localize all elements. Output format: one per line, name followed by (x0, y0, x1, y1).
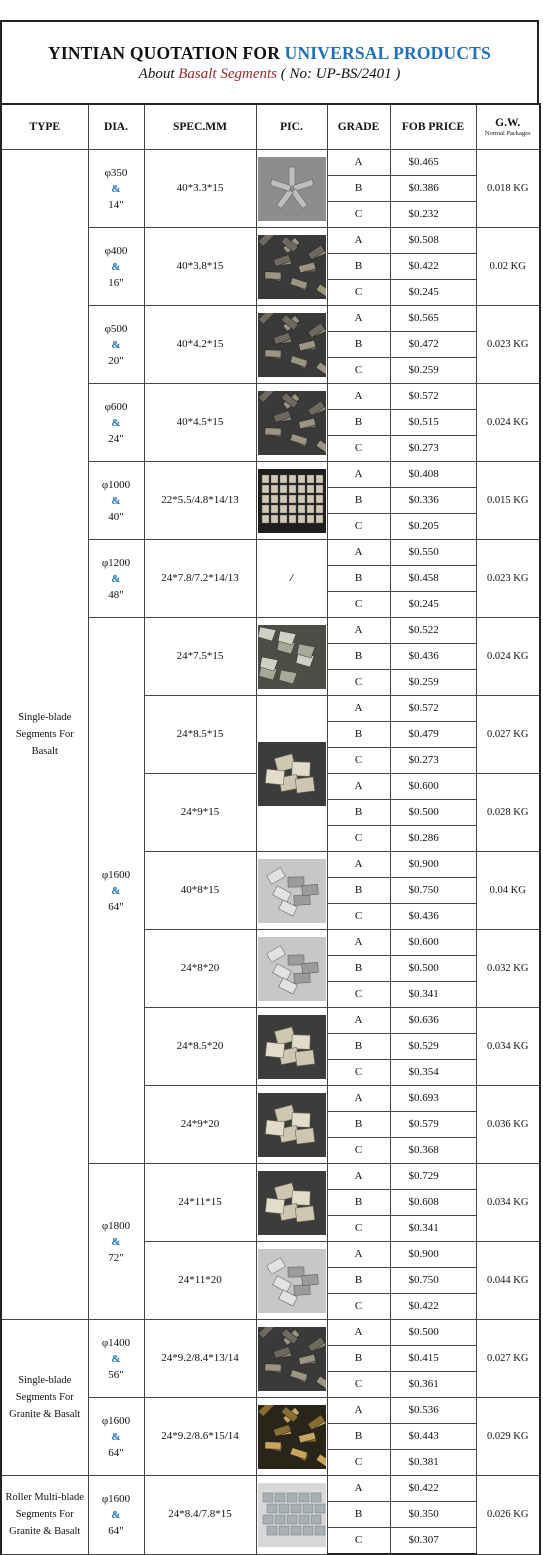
segment-photo (258, 1249, 326, 1313)
grade-cell: C (327, 670, 390, 696)
type-cell: Roller Multi-blade Segments For Granite & Basalt (1, 1476, 88, 1555)
segment-photo (258, 1093, 326, 1157)
dia-amp: & (111, 1352, 121, 1365)
price-cell: $0.232 (390, 202, 476, 228)
dia-inch: 64" (108, 1446, 124, 1459)
dia-mm: φ400 (104, 244, 128, 257)
price-cell: $0.500 (390, 956, 476, 982)
pic-cell (256, 1398, 327, 1476)
gw-cell: 0.023 KG (476, 540, 540, 618)
price-cell: $0.579 (390, 1112, 476, 1138)
segment-photo (258, 937, 326, 1001)
price-cell: $0.508 (390, 228, 476, 254)
grade-cell: B (327, 1112, 390, 1138)
price-cell: $0.259 (390, 358, 476, 384)
price-cell: $0.436 (390, 904, 476, 930)
price-cell: $0.436 (390, 644, 476, 670)
price-cell: $0.472 (390, 332, 476, 358)
price-cell: $0.336 (390, 488, 476, 514)
price-cell: $0.536 (390, 1398, 476, 1424)
grade-cell: B (327, 1268, 390, 1294)
gw-cell: 0.015 KG (476, 462, 540, 540)
dia-inch: 64" (108, 1524, 124, 1537)
spec-cell: 40*3.3*15 (144, 150, 256, 228)
grade-cell: C (327, 1294, 390, 1320)
dia-amp: & (111, 182, 121, 195)
price-cell: $0.750 (390, 878, 476, 904)
grade-cell: B (327, 644, 390, 670)
gw-cell: 0.029 KG (476, 1398, 540, 1476)
spec-cell: 24*9*20 (144, 1086, 256, 1164)
pic-cell (256, 306, 327, 384)
no-picture-mark: / (289, 572, 294, 584)
grade-cell: C (327, 358, 390, 384)
pic-cell (256, 1086, 327, 1164)
col-header-gw (476, 104, 540, 150)
price-cell: $0.259 (390, 670, 476, 696)
gw-cell: 0.032 KG (476, 930, 540, 1008)
price-cell: $0.361 (390, 1372, 476, 1398)
dia-cell (88, 1476, 144, 1555)
grade-cell: A (327, 696, 390, 722)
price-cell: $0.422 (390, 254, 476, 280)
price-cell: $0.408 (390, 462, 476, 488)
price-cell: $0.341 (390, 1216, 476, 1242)
col-header-dia: DIA. (88, 104, 144, 150)
price-table (0, 103, 541, 1555)
type-cell: Single-blade Segments For Basalt (1, 150, 88, 1320)
dia-mm: φ1400 (101, 1336, 131, 1349)
spec-cell: 24*8*20 (144, 930, 256, 1008)
spec-cell: 40*3.8*15 (144, 228, 256, 306)
price-cell: $0.458 (390, 566, 476, 592)
spec-cell: 24*9.2/8.4*13/14 (144, 1320, 256, 1398)
grade-cell: A (327, 462, 390, 488)
gw-cell: 0.02 KG (476, 228, 540, 306)
pic-cell (256, 1242, 327, 1320)
gw-cell: 0.018 KG (476, 150, 540, 228)
pic-cell (256, 696, 327, 852)
pic-cell (256, 852, 327, 930)
title-text: YINTIAN QUOTATION FOR (48, 43, 285, 63)
price-cell: $0.307 (390, 1528, 476, 1555)
dia-mm: φ1600 (101, 1492, 131, 1505)
gw-cell: 0.026 KG (476, 1476, 540, 1555)
gw-sublabel: Normal Packages (484, 129, 531, 137)
grade-cell: C (327, 1216, 390, 1242)
price-cell: $0.273 (390, 436, 476, 462)
price-cell: $0.636 (390, 1008, 476, 1034)
grade-cell: C (327, 982, 390, 1008)
grade-cell: A (327, 774, 390, 800)
dia-cell (88, 150, 144, 228)
segment-photo (258, 1015, 326, 1079)
col-header-spec: SPEC.MM (144, 104, 256, 150)
dia-inch: 14" (108, 198, 124, 211)
dia-amp: & (111, 1235, 121, 1248)
grade-cell: B (327, 878, 390, 904)
grade-cell: B (327, 254, 390, 280)
segment-photo (258, 1405, 326, 1469)
dia-amp: & (111, 1508, 121, 1521)
grade-cell: C (327, 514, 390, 540)
pic-cell (256, 228, 327, 306)
dia-amp: & (111, 416, 121, 429)
dia-cell (88, 228, 144, 306)
spec-cell: 24*8.4/7.8*15 (144, 1476, 256, 1555)
segment-photo (258, 859, 326, 923)
segment-photo (258, 313, 326, 377)
gw-cell: 0.036 KG (476, 1086, 540, 1164)
grade-cell: C (327, 202, 390, 228)
price-cell: $0.386 (390, 176, 476, 202)
price-cell: $0.273 (390, 748, 476, 774)
segment-photo (258, 1327, 326, 1391)
gw-cell: 0.027 KG (476, 696, 540, 774)
type-cell: Single-blade Segments For Granite & Basalt (1, 1320, 88, 1476)
grade-cell: A (327, 618, 390, 644)
gw-cell: 0.028 KG (476, 774, 540, 852)
price-cell: $0.415 (390, 1346, 476, 1372)
dia-amp: & (111, 1430, 121, 1443)
price-cell: $0.729 (390, 1164, 476, 1190)
dia-cell (88, 384, 144, 462)
title-highlight: UNIVERSAL PRODUCTS (284, 43, 491, 63)
dia-cell (88, 1320, 144, 1398)
subtitle-product: Basalt Segments (178, 66, 278, 82)
spec-cell: 24*11*20 (144, 1242, 256, 1320)
price-cell: $0.368 (390, 1138, 476, 1164)
grade-cell: A (327, 852, 390, 878)
grade-cell: B (327, 722, 390, 748)
price-cell: $0.529 (390, 1034, 476, 1060)
dia-inch: 40" (108, 510, 124, 523)
grade-cell: B (327, 332, 390, 358)
price-cell: $0.515 (390, 410, 476, 436)
grade-cell: A (327, 1086, 390, 1112)
col-header-type: TYPE (1, 104, 88, 150)
price-cell: $0.900 (390, 1242, 476, 1268)
table-row (1, 1476, 540, 1502)
price-cell: $0.600 (390, 930, 476, 956)
spec-cell: 40*8*15 (144, 852, 256, 930)
price-cell: $0.422 (390, 1476, 476, 1502)
price-cell: $0.443 (390, 1424, 476, 1450)
spec-cell: 40*4.5*15 (144, 384, 256, 462)
price-cell: $0.600 (390, 774, 476, 800)
price-cell: $0.550 (390, 540, 476, 566)
gw-cell: 0.023 KG (476, 306, 540, 384)
dia-mm: φ350 (104, 166, 128, 179)
price-cell: $0.750 (390, 1268, 476, 1294)
gw-cell: 0.034 KG (476, 1008, 540, 1086)
col-header-grade: GRADE (327, 104, 390, 150)
subtitle-about: About (138, 66, 179, 82)
price-cell: $0.572 (390, 696, 476, 722)
grade-cell: B (327, 956, 390, 982)
grade-cell: C (327, 826, 390, 852)
grade-cell: A (327, 306, 390, 332)
price-cell: $0.354 (390, 1060, 476, 1086)
pic-cell (256, 384, 327, 462)
segment-photo (258, 157, 326, 221)
segment-photo (258, 1171, 326, 1235)
segment-photo (258, 235, 326, 299)
dia-amp: & (111, 884, 121, 897)
price-cell: $0.693 (390, 1086, 476, 1112)
grade-cell: A (327, 150, 390, 176)
grade-cell: B (327, 1424, 390, 1450)
pic-cell (256, 150, 327, 228)
price-cell: $0.522 (390, 618, 476, 644)
price-cell: $0.286 (390, 826, 476, 852)
spec-cell: 24*9.2/8.6*15/14 (144, 1398, 256, 1476)
pic-cell (256, 930, 327, 1008)
segment-photo (258, 1483, 326, 1547)
price-cell: $0.479 (390, 722, 476, 748)
spec-cell: 24*7.8/7.2*14/13 (144, 540, 256, 618)
price-cell: $0.500 (390, 1320, 476, 1346)
dia-mm: φ1200 (101, 556, 131, 569)
dia-inch: 72" (108, 1251, 124, 1264)
grade-cell: A (327, 384, 390, 410)
dia-mm: φ1000 (101, 478, 131, 491)
grade-cell: B (327, 1346, 390, 1372)
dia-cell (88, 618, 144, 1164)
price-cell: $0.422 (390, 1294, 476, 1320)
grade-cell: C (327, 1060, 390, 1086)
subtitle-number: ( No: UP-BS/2401 ) (277, 66, 401, 82)
price-cell: $0.465 (390, 150, 476, 176)
grade-cell: B (327, 1502, 390, 1528)
table-header-row (1, 104, 540, 150)
quotation-sheet (0, 20, 543, 1555)
price-cell: $0.900 (390, 852, 476, 878)
dia-inch: 24" (108, 432, 124, 445)
table-row (1, 1320, 540, 1346)
grade-cell: C (327, 1138, 390, 1164)
gw-cell: 0.027 KG (476, 1320, 540, 1398)
dia-mm: φ1600 (101, 1414, 131, 1427)
grade-cell: B (327, 1034, 390, 1060)
grade-cell: A (327, 1242, 390, 1268)
dia-mm: φ1600 (101, 868, 131, 881)
grade-cell: A (327, 1320, 390, 1346)
dia-mm: φ1800 (101, 1219, 131, 1232)
dia-inch: 48" (108, 588, 124, 601)
dia-mm: φ500 (104, 322, 128, 335)
dia-cell (88, 540, 144, 618)
dia-inch: 16" (108, 276, 124, 289)
grade-cell: C (327, 436, 390, 462)
dia-inch: 56" (108, 1368, 124, 1381)
price-cell: $0.608 (390, 1190, 476, 1216)
pic-cell (256, 618, 327, 696)
grade-cell: A (327, 930, 390, 956)
price-cell: $0.205 (390, 514, 476, 540)
spec-cell: 24*8.5*20 (144, 1008, 256, 1086)
grade-cell: B (327, 800, 390, 826)
gw-cell: 0.034 KG (476, 1164, 540, 1242)
segment-photo (258, 625, 326, 689)
segment-photo (258, 469, 326, 533)
dia-cell (88, 1398, 144, 1476)
segment-photo (258, 391, 326, 455)
col-header-pic: PIC. (256, 104, 327, 150)
dia-amp: & (111, 494, 121, 507)
grade-cell: C (327, 1450, 390, 1476)
gw-cell: 0.04 KG (476, 852, 540, 930)
pic-cell (256, 540, 327, 618)
grade-cell: A (327, 540, 390, 566)
grade-cell: C (327, 1372, 390, 1398)
grade-cell: A (327, 228, 390, 254)
dia-inch: 64" (108, 900, 124, 913)
spec-cell: 24*11*15 (144, 1164, 256, 1242)
quotation-subtitle (2, 66, 537, 83)
grade-cell: A (327, 1398, 390, 1424)
pic-cell (256, 1164, 327, 1242)
quotation-title (2, 22, 537, 64)
pic-cell (256, 1476, 327, 1555)
spec-cell: 24*9*15 (144, 774, 256, 852)
spec-cell: 40*4.2*15 (144, 306, 256, 384)
segment-photo (258, 742, 326, 806)
price-cell: $0.572 (390, 384, 476, 410)
grade-cell: C (327, 748, 390, 774)
pic-cell (256, 462, 327, 540)
price-cell: $0.500 (390, 800, 476, 826)
quotation-header (0, 20, 539, 103)
grade-cell: C (327, 280, 390, 306)
pic-cell (256, 1320, 327, 1398)
price-cell: $0.565 (390, 306, 476, 332)
gw-cell: 0.024 KG (476, 384, 540, 462)
dia-cell (88, 306, 144, 384)
price-cell: $0.381 (390, 1450, 476, 1476)
price-cell: $0.350 (390, 1502, 476, 1528)
dia-amp: & (111, 572, 121, 585)
col-header-price: FOB PRICE (390, 104, 476, 150)
grade-cell: C (327, 1528, 390, 1555)
dia-inch: 20" (108, 354, 124, 367)
gw-label: G.W. (495, 116, 521, 129)
pic-cell (256, 1008, 327, 1086)
spec-cell: 24*8.5*15 (144, 696, 256, 774)
dia-cell (88, 1164, 144, 1320)
grade-cell: B (327, 176, 390, 202)
grade-cell: B (327, 488, 390, 514)
dia-mm: φ600 (104, 400, 128, 413)
grade-cell: B (327, 566, 390, 592)
grade-cell: B (327, 1190, 390, 1216)
spec-cell: 22*5.5/4.8*14/13 (144, 462, 256, 540)
grade-cell: A (327, 1008, 390, 1034)
gw-cell: 0.024 KG (476, 618, 540, 696)
price-cell: $0.341 (390, 982, 476, 1008)
gw-cell: 0.044 KG (476, 1242, 540, 1320)
grade-cell: B (327, 410, 390, 436)
grade-cell: A (327, 1476, 390, 1502)
table-row (1, 150, 540, 176)
grade-cell: C (327, 904, 390, 930)
grade-cell: C (327, 592, 390, 618)
dia-amp: & (111, 338, 121, 351)
grade-cell: A (327, 1164, 390, 1190)
price-cell: $0.245 (390, 592, 476, 618)
dia-cell (88, 462, 144, 540)
price-cell: $0.245 (390, 280, 476, 306)
spec-cell: 24*7.5*15 (144, 618, 256, 696)
dia-amp: & (111, 260, 121, 273)
